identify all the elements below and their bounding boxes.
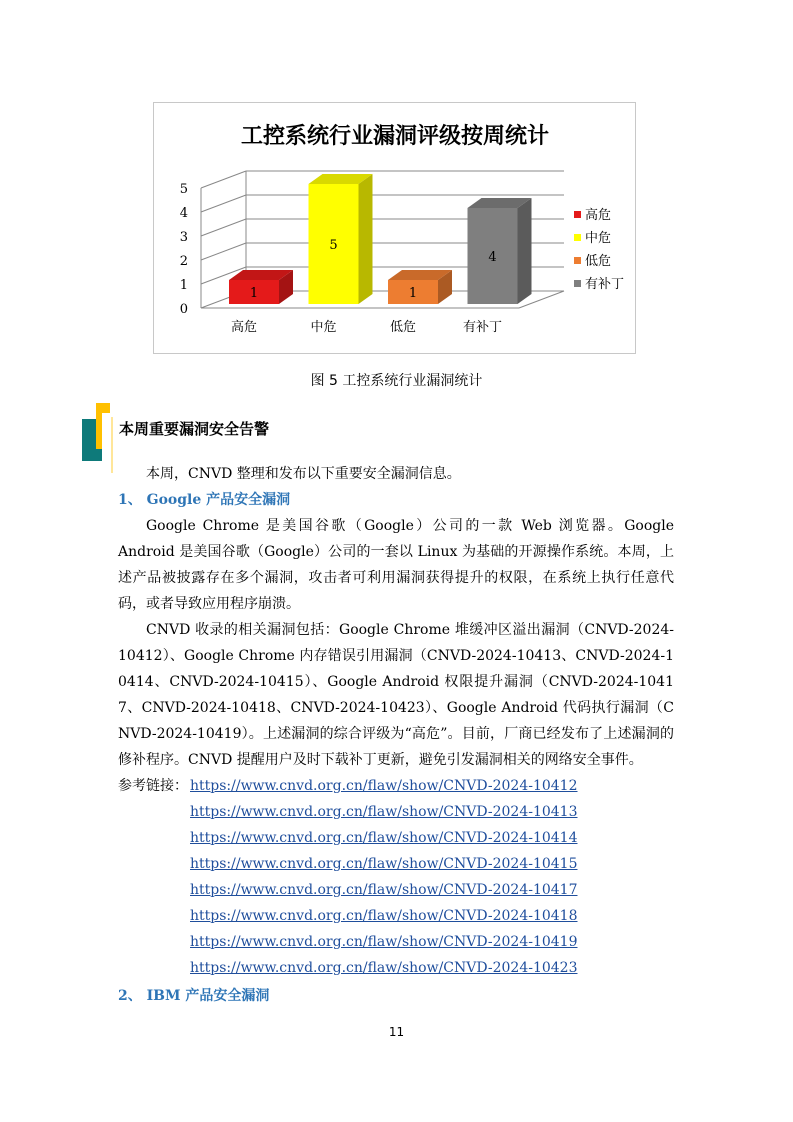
chart-title: 工控系统行业漏洞评级按周统计 [240,124,550,149]
x-tick-label: 低危 [389,320,417,335]
legend-swatch [574,234,581,241]
reference-link[interactable]: https://www.cnvd.org.cn/flaw/show/CNVD-2024-10413 [190,804,578,820]
reference-link[interactable]: https://www.cnvd.org.cn/flaw/show/CNVD-2024-10423 [190,960,578,976]
intro-paragraph: 本周，CNVD 整理和发布以下重要安全漏洞信息。 [146,466,461,482]
legend-label: 中危 [585,231,612,246]
x-tick-label: 高危 [230,320,258,335]
bar-side [359,174,373,304]
y-tick-label: 1 [179,278,188,293]
data-label: 1 [249,286,259,301]
data-label: 4 [488,250,497,265]
reference-link[interactable]: https://www.cnvd.org.cn/flaw/show/CNVD-2024-10419 [190,934,578,950]
x-tick-label: 中危 [310,320,337,335]
x-tick-label: 有补丁 [462,320,503,335]
ibm-heading: 2、 IBM 产品安全漏洞 [118,988,270,1004]
reference-links [118,773,678,981]
gridline-side [201,171,246,188]
reference-label: 参考链接： [118,778,188,794]
gridline-side [201,243,246,260]
google-heading: 1、 Google 产品安全漏洞 [118,492,291,508]
figure-caption: 图 5 工控系统行业漏洞统计 [310,373,483,389]
legend-label: 低危 [585,254,612,269]
chart-container [153,102,636,354]
gridline-side [201,219,246,236]
bar-side [518,198,532,304]
y-tick-label: 2 [179,254,188,269]
legend-label: 高危 [585,208,612,223]
data-label: 5 [329,238,338,253]
legend-swatch [574,211,581,218]
reference-link[interactable]: https://www.cnvd.org.cn/flaw/show/CNVD-2024-10414 [190,830,578,846]
google-description: Google Chrome 是美国谷歌（Google）公司的一款 Web 浏览器。Google Android 是美国谷歌（Google）公司的一套以 Linux 为基础的开源操作系统。本周，上述产品被披露存在多个漏洞，攻击者可利用漏洞获得提升的权限，在系统上执行任意代码，或者导致应用程序崩溃。 [118,518,674,612]
bar-chart [154,103,637,355]
google-vuln-list: CNVD 收录的相关漏洞包括：Google Chrome 堆缓冲区溢出漏洞（CNVD-2024-10412）、Google Chrome 内存错误引用漏洞（CNVD-2024-10413、CNVD-2024-10414、CNVD-2024-10415）、Google Android 权限提升漏洞（CNVD-2024-10417、CNVD-2024-10418、CNVD-2024-10423）、Google Android 代码执行漏洞（CNVD-2024-10419）。上述漏洞的综合评级为“高危”。目前，厂商已经发布了上述漏洞的修补程序。CNVD 提醒用户及时下载补丁更新，避免引发漏洞相关的网络安全事件。 [118,622,674,768]
section-title: 本周重要漏洞安全告警 [119,420,270,438]
page-number: 11 [388,1025,405,1039]
legend-swatch [574,257,581,264]
y-tick-label: 5 [179,182,188,197]
reference-link[interactable]: https://www.cnvd.org.cn/flaw/show/CNVD-2024-10418 [190,908,578,924]
y-tick-label: 0 [179,302,188,317]
y-tick-label: 3 [179,230,188,245]
legend-label: 有补丁 [585,277,625,292]
gridline-side [201,195,246,212]
y-tick-label: 4 [179,206,188,221]
reference-link[interactable]: https://www.cnvd.org.cn/flaw/show/CNVD-2024-10417 [190,882,578,898]
section-marker-icon [82,403,122,473]
data-label: 1 [408,286,418,301]
reference-link[interactable]: https://www.cnvd.org.cn/flaw/show/CNVD-2024-10415 [190,856,578,872]
legend-swatch [574,280,581,287]
reference-link[interactable]: https://www.cnvd.org.cn/flaw/show/CNVD-2024-10412 [190,778,578,794]
